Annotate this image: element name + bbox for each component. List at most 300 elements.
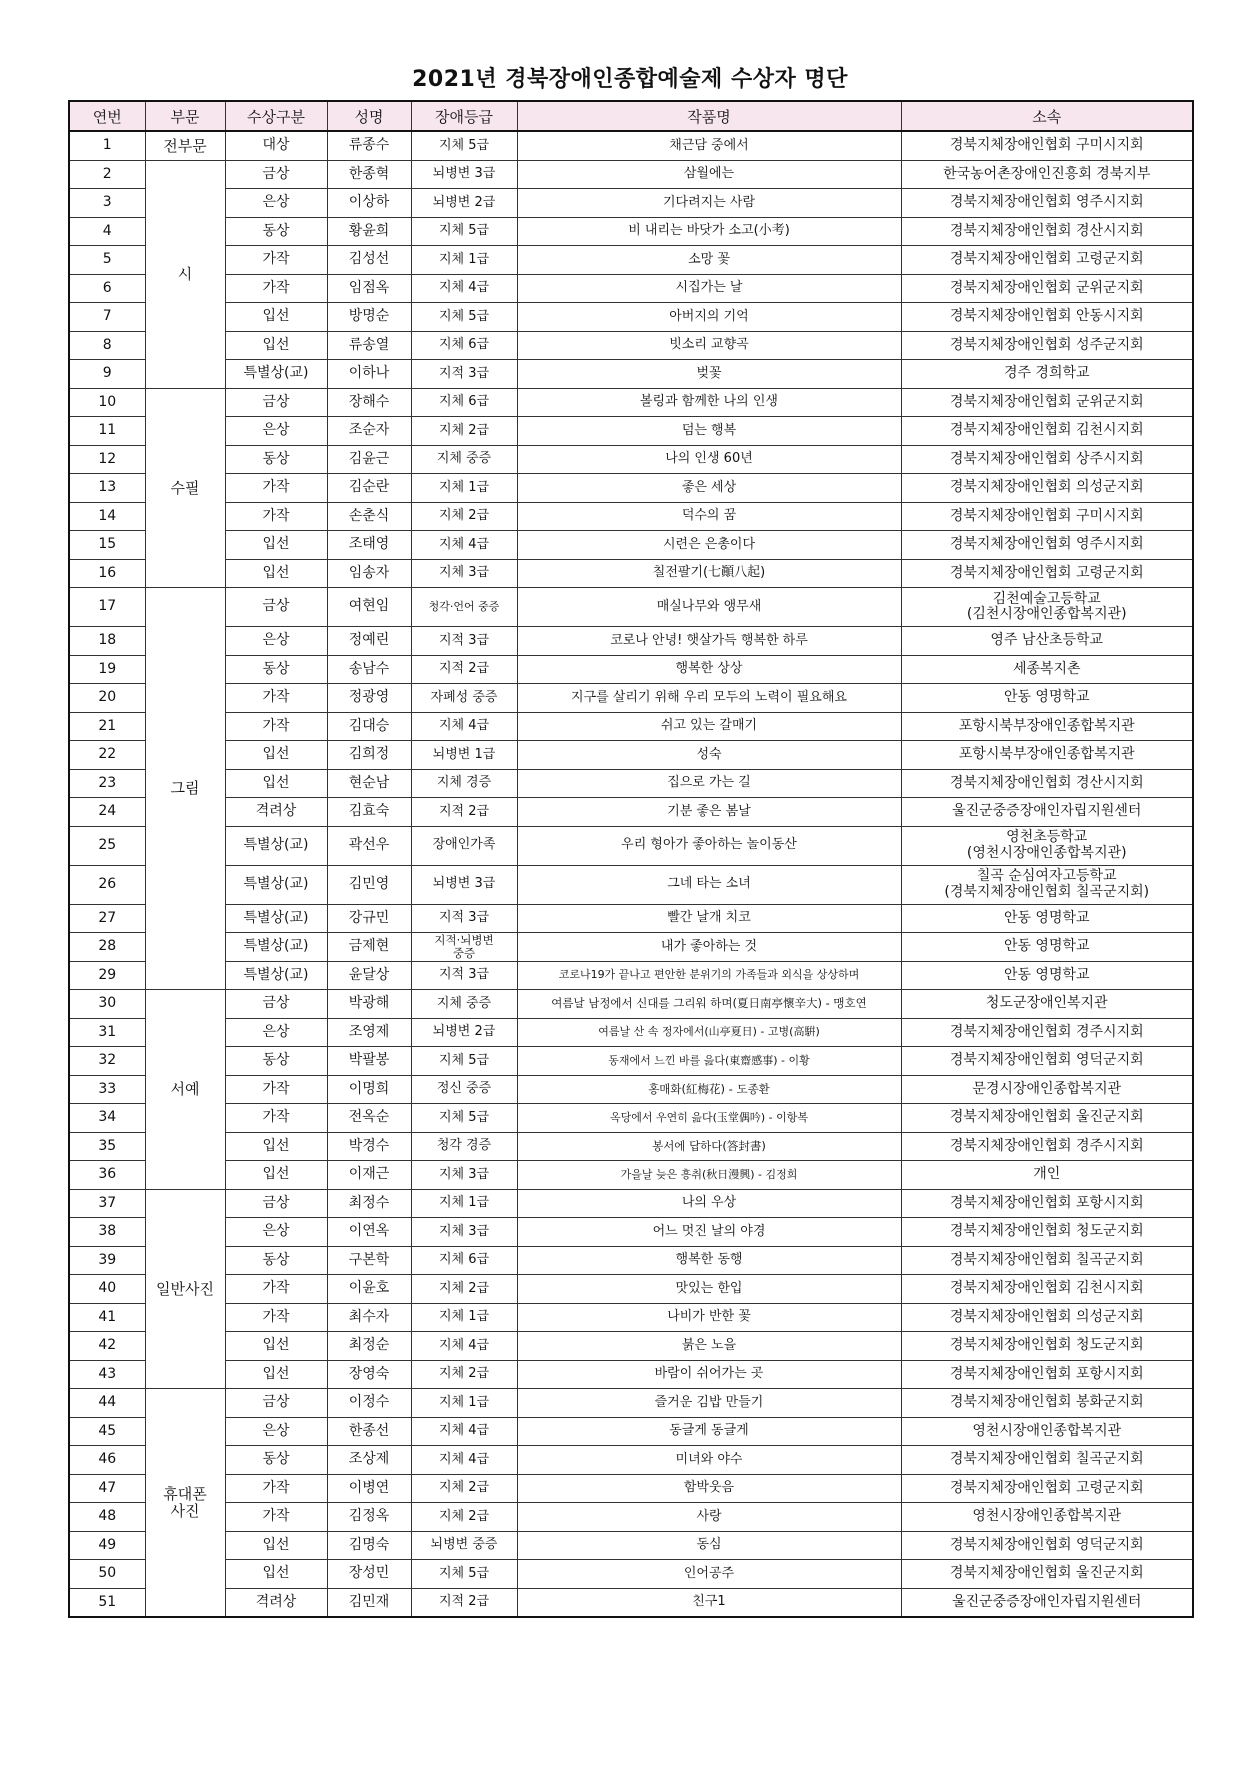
table-row xyxy=(69,131,1193,160)
table-body xyxy=(69,131,1193,1617)
cell-name: 곽선우 xyxy=(327,826,411,865)
cell-award: 가작 xyxy=(225,1474,327,1503)
cell-award: 특별상(교) xyxy=(225,904,327,933)
cell-award: 입선 xyxy=(225,303,327,332)
cell-work-title: 코로나19가 끝나고 편안한 분위기의 가족들과 외식을 상상하며 xyxy=(517,961,901,990)
cell-name: 김정옥 xyxy=(327,1503,411,1532)
cell-name: 송남수 xyxy=(327,655,411,684)
cell-affiliation: 개인 xyxy=(901,1161,1193,1190)
cell-work-title: 동재에서 느낀 바를 읊다(東齋感事) - 이황 xyxy=(517,1047,901,1076)
cell-disability-grade: 지체 6급 xyxy=(411,1246,517,1275)
cell-affiliation: 경북지체장애인협회 경산시지회 xyxy=(901,769,1193,798)
table-row xyxy=(69,417,1193,446)
cell-name: 정광영 xyxy=(327,684,411,713)
cell-affiliation: 영천시장애인종합복지관 xyxy=(901,1417,1193,1446)
cell-number: 31 xyxy=(69,1018,145,1047)
cell-disability-grade: 지체 4급 xyxy=(411,1332,517,1361)
cell-work-title: 코로나 안녕! 햇살가득 행복한 하루 xyxy=(517,627,901,656)
cell-affiliation: 경북지체장애인협회 포항시지회 xyxy=(901,1189,1193,1218)
cell-name: 여현임 xyxy=(327,588,411,627)
cell-disability-grade: 지적 3급 xyxy=(411,961,517,990)
cell-name: 황윤희 xyxy=(327,217,411,246)
cell-number: 43 xyxy=(69,1360,145,1389)
cell-award: 특별상(교) xyxy=(225,933,327,962)
table-row xyxy=(69,360,1193,389)
cell-disability-grade: 지체 2급 xyxy=(411,1503,517,1532)
cell-disability-grade: 지적·뇌병변 중증 xyxy=(411,933,517,962)
cell-work-title: 매실나무와 앵무새 xyxy=(517,588,901,627)
header-disability-grade: 장애등급 xyxy=(411,101,517,131)
header-award: 수상구분 xyxy=(225,101,327,131)
cell-award: 은상 xyxy=(225,189,327,218)
cell-award: 특별상(교) xyxy=(225,961,327,990)
cell-number: 15 xyxy=(69,531,145,560)
cell-disability-grade: 뇌병변 3급 xyxy=(411,865,517,904)
cell-work-title: 함박웃음 xyxy=(517,1474,901,1503)
table-row xyxy=(69,627,1193,656)
table-row xyxy=(69,1360,1193,1389)
cell-affiliation: 김천예술고등학교 (김천시장애인종합복지관) xyxy=(901,588,1193,627)
cell-category: 휴대폰 사진 xyxy=(145,1389,225,1618)
cell-award: 입선 xyxy=(225,1332,327,1361)
cell-affiliation: 경북지체장애인협회 김천시지회 xyxy=(901,417,1193,446)
cell-number: 12 xyxy=(69,445,145,474)
cell-award: 가작 xyxy=(225,1075,327,1104)
cell-disability-grade: 지체 2급 xyxy=(411,1360,517,1389)
cell-work-title: 봉서에 답하다(答封書) xyxy=(517,1132,901,1161)
cell-name: 한종혁 xyxy=(327,160,411,189)
table-row xyxy=(69,1503,1193,1532)
cell-disability-grade: 지체 5급 xyxy=(411,303,517,332)
cell-name: 방명순 xyxy=(327,303,411,332)
cell-award: 동상 xyxy=(225,445,327,474)
cell-work-title: 동글게 동글게 xyxy=(517,1417,901,1446)
table-row xyxy=(69,1303,1193,1332)
cell-name: 현순남 xyxy=(327,769,411,798)
cell-disability-grade: 지적 3급 xyxy=(411,360,517,389)
cell-number: 34 xyxy=(69,1104,145,1133)
table-row xyxy=(69,217,1193,246)
table-row xyxy=(69,1161,1193,1190)
cell-name: 박광해 xyxy=(327,990,411,1019)
cell-number: 21 xyxy=(69,712,145,741)
cell-number: 30 xyxy=(69,990,145,1019)
cell-disability-grade: 지적 2급 xyxy=(411,655,517,684)
cell-affiliation: 경북지체장애인협회 구미시지회 xyxy=(901,502,1193,531)
table-row xyxy=(69,1588,1193,1617)
cell-affiliation: 경북지체장애인협회 영덕군지회 xyxy=(901,1047,1193,1076)
cell-number: 33 xyxy=(69,1075,145,1104)
cell-award: 금상 xyxy=(225,1189,327,1218)
cell-award: 입선 xyxy=(225,741,327,770)
cell-number: 10 xyxy=(69,388,145,417)
cell-award: 가작 xyxy=(225,274,327,303)
cell-name: 임송자 xyxy=(327,559,411,588)
table-row xyxy=(69,388,1193,417)
cell-award: 특별상(교) xyxy=(225,360,327,389)
cell-number: 28 xyxy=(69,933,145,962)
table-row xyxy=(69,904,1193,933)
cell-work-title: 행복한 동행 xyxy=(517,1246,901,1275)
cell-work-title: 기다려지는 사람 xyxy=(517,189,901,218)
cell-number: 16 xyxy=(69,559,145,588)
cell-category: 수필 xyxy=(145,388,225,588)
table-row xyxy=(69,588,1193,627)
cell-work-title: 빨간 날개 치코 xyxy=(517,904,901,933)
cell-number: 45 xyxy=(69,1417,145,1446)
cell-number: 26 xyxy=(69,865,145,904)
cell-name: 구본학 xyxy=(327,1246,411,1275)
cell-name: 전옥순 xyxy=(327,1104,411,1133)
cell-number: 25 xyxy=(69,826,145,865)
cell-award: 금상 xyxy=(225,588,327,627)
cell-number: 20 xyxy=(69,684,145,713)
cell-number: 23 xyxy=(69,769,145,798)
cell-affiliation: 경북지체장애인협회 경주시지회 xyxy=(901,1018,1193,1047)
cell-disability-grade: 지체 2급 xyxy=(411,417,517,446)
cell-disability-grade: 지체 중증 xyxy=(411,445,517,474)
cell-disability-grade: 지체 1급 xyxy=(411,246,517,275)
cell-name: 김효숙 xyxy=(327,798,411,827)
cell-work-title: 나의 우상 xyxy=(517,1189,901,1218)
cell-affiliation: 경북지체장애인협회 영주시지회 xyxy=(901,189,1193,218)
cell-affiliation: 경북지체장애인협회 울진군지회 xyxy=(901,1560,1193,1589)
table-row xyxy=(69,1075,1193,1104)
cell-work-title: 붉은 노을 xyxy=(517,1332,901,1361)
cell-work-title: 좋은 세상 xyxy=(517,474,901,503)
cell-number: 4 xyxy=(69,217,145,246)
table-row xyxy=(69,1560,1193,1589)
cell-award: 가작 xyxy=(225,1275,327,1304)
cell-work-title: 아버지의 기억 xyxy=(517,303,901,332)
cell-affiliation: 문경시장애인종합복지관 xyxy=(901,1075,1193,1104)
cell-number: 37 xyxy=(69,1189,145,1218)
cell-award: 특별상(교) xyxy=(225,865,327,904)
cell-affiliation: 경북지체장애인협회 영주시지회 xyxy=(901,531,1193,560)
cell-affiliation: 경북지체장애인협회 상주시지회 xyxy=(901,445,1193,474)
cell-number: 14 xyxy=(69,502,145,531)
cell-name: 이연옥 xyxy=(327,1218,411,1247)
table-row xyxy=(69,1275,1193,1304)
cell-number: 11 xyxy=(69,417,145,446)
cell-number: 36 xyxy=(69,1161,145,1190)
cell-award: 격려상 xyxy=(225,798,327,827)
cell-disability-grade: 청각 경증 xyxy=(411,1132,517,1161)
cell-number: 17 xyxy=(69,588,145,627)
cell-number: 44 xyxy=(69,1389,145,1418)
cell-disability-grade: 지체 4급 xyxy=(411,1417,517,1446)
cell-affiliation: 경북지체장애인협회 칠곡군지회 xyxy=(901,1246,1193,1275)
table-row xyxy=(69,1047,1193,1076)
table-row xyxy=(69,1018,1193,1047)
cell-number: 46 xyxy=(69,1446,145,1475)
cell-disability-grade: 지체 4급 xyxy=(411,712,517,741)
cell-disability-grade: 지체 3급 xyxy=(411,1218,517,1247)
cell-work-title: 즐거운 김밥 만들기 xyxy=(517,1389,901,1418)
cell-name: 금제현 xyxy=(327,933,411,962)
cell-affiliation: 안동 영명학교 xyxy=(901,961,1193,990)
cell-work-title: 나의 인생 60년 xyxy=(517,445,901,474)
cell-award: 가작 xyxy=(225,1503,327,1532)
table-row xyxy=(69,769,1193,798)
cell-affiliation: 영천초등학교 (영천시장애인종합복지관) xyxy=(901,826,1193,865)
cell-number: 19 xyxy=(69,655,145,684)
cell-number: 18 xyxy=(69,627,145,656)
table-row xyxy=(69,246,1193,275)
cell-affiliation: 경북지체장애인협회 청도군지회 xyxy=(901,1332,1193,1361)
cell-disability-grade: 지체 3급 xyxy=(411,1161,517,1190)
cell-disability-grade: 지체 6급 xyxy=(411,388,517,417)
header-affiliation: 소속 xyxy=(901,101,1193,131)
cell-affiliation: 경북지체장애인협회 군위군지회 xyxy=(901,274,1193,303)
cell-award: 가작 xyxy=(225,502,327,531)
cell-name: 김명숙 xyxy=(327,1531,411,1560)
cell-name: 김희정 xyxy=(327,741,411,770)
cell-disability-grade: 뇌병변 1급 xyxy=(411,741,517,770)
table-row xyxy=(69,1189,1193,1218)
cell-affiliation: 안동 영명학교 xyxy=(901,933,1193,962)
table-row xyxy=(69,274,1193,303)
cell-disability-grade: 지체 2급 xyxy=(411,502,517,531)
cell-work-title: 사랑 xyxy=(517,1503,901,1532)
cell-work-title: 쉬고 있는 갈매기 xyxy=(517,712,901,741)
cell-work-title: 덕수의 꿈 xyxy=(517,502,901,531)
cell-name: 최수자 xyxy=(327,1303,411,1332)
cell-name: 김성선 xyxy=(327,246,411,275)
cell-award: 가작 xyxy=(225,246,327,275)
cell-disability-grade: 지체 1급 xyxy=(411,1389,517,1418)
cell-affiliation: 경북지체장애인협회 고령군지회 xyxy=(901,1474,1193,1503)
cell-number: 41 xyxy=(69,1303,145,1332)
cell-work-title: 나비가 반한 꽃 xyxy=(517,1303,901,1332)
cell-affiliation: 경북지체장애인협회 봉화군지회 xyxy=(901,1389,1193,1418)
cell-disability-grade: 지체 3급 xyxy=(411,559,517,588)
cell-affiliation: 경북지체장애인협회 경산시지회 xyxy=(901,217,1193,246)
cell-name: 조영제 xyxy=(327,1018,411,1047)
cell-award: 동상 xyxy=(225,217,327,246)
cell-name: 이윤호 xyxy=(327,1275,411,1304)
cell-disability-grade: 지체 4급 xyxy=(411,274,517,303)
cell-disability-grade: 정신 중증 xyxy=(411,1075,517,1104)
cell-affiliation: 안동 영명학교 xyxy=(901,904,1193,933)
cell-award: 가작 xyxy=(225,712,327,741)
cell-award: 대상 xyxy=(225,131,327,160)
cell-work-title: 기분 좋은 봄날 xyxy=(517,798,901,827)
cell-affiliation: 경북지체장애인협회 울진군지회 xyxy=(901,1104,1193,1133)
cell-award: 은상 xyxy=(225,417,327,446)
table-row xyxy=(69,1132,1193,1161)
table-row xyxy=(69,1104,1193,1133)
cell-award: 은상 xyxy=(225,627,327,656)
cell-number: 13 xyxy=(69,474,145,503)
cell-work-title: 삼월에는 xyxy=(517,160,901,189)
cell-name: 이정수 xyxy=(327,1389,411,1418)
cell-award: 가작 xyxy=(225,684,327,713)
cell-category: 서예 xyxy=(145,990,225,1190)
table-row xyxy=(69,826,1193,865)
cell-work-title: 집으로 가는 길 xyxy=(517,769,901,798)
cell-number: 6 xyxy=(69,274,145,303)
header-name: 성명 xyxy=(327,101,411,131)
cell-work-title: 덤는 행복 xyxy=(517,417,901,446)
cell-affiliation: 경북지체장애인협회 영덕군지회 xyxy=(901,1531,1193,1560)
cell-work-title: 벚꽃 xyxy=(517,360,901,389)
cell-name: 이명희 xyxy=(327,1075,411,1104)
table-row xyxy=(69,961,1193,990)
cell-number: 3 xyxy=(69,189,145,218)
cell-award: 금상 xyxy=(225,388,327,417)
cell-work-title: 소망 꽃 xyxy=(517,246,901,275)
cell-work-title: 내가 좋아하는 것 xyxy=(517,933,901,962)
cell-work-title: 여름날 산 속 정자에서(山亭夏日) - 고병(高騈) xyxy=(517,1018,901,1047)
cell-affiliation: 경북지체장애인협회 군위군지회 xyxy=(901,388,1193,417)
cell-disability-grade: 지체 1급 xyxy=(411,1189,517,1218)
header-work-title: 작품명 xyxy=(517,101,901,131)
cell-name: 임점옥 xyxy=(327,274,411,303)
cell-number: 24 xyxy=(69,798,145,827)
cell-award: 가작 xyxy=(225,1104,327,1133)
cell-disability-grade: 지체 1급 xyxy=(411,1303,517,1332)
table-row xyxy=(69,160,1193,189)
cell-number: 49 xyxy=(69,1531,145,1560)
cell-name: 김민영 xyxy=(327,865,411,904)
cell-affiliation: 경북지체장애인협회 안동시지회 xyxy=(901,303,1193,332)
document-title: 2021년 경북장애인종합예술제 수상자 명단 xyxy=(412,67,848,92)
cell-category: 일반사진 xyxy=(145,1189,225,1389)
cell-affiliation: 경북지체장애인협회 고령군지회 xyxy=(901,559,1193,588)
cell-number: 5 xyxy=(69,246,145,275)
table-row xyxy=(69,1218,1193,1247)
cell-disability-grade: 지적 2급 xyxy=(411,1588,517,1617)
cell-affiliation: 세종복지촌 xyxy=(901,655,1193,684)
cell-name: 김대승 xyxy=(327,712,411,741)
cell-name: 조순자 xyxy=(327,417,411,446)
cell-name: 장성민 xyxy=(327,1560,411,1589)
cell-number: 22 xyxy=(69,741,145,770)
cell-affiliation: 영주 남산초등학교 xyxy=(901,627,1193,656)
cell-award: 금상 xyxy=(225,1389,327,1418)
cell-number: 2 xyxy=(69,160,145,189)
cell-disability-grade: 지체 5급 xyxy=(411,1560,517,1589)
cell-disability-grade: 지적 2급 xyxy=(411,798,517,827)
cell-affiliation: 경북지체장애인협회 포항시지회 xyxy=(901,1360,1193,1389)
cell-affiliation: 한국농어촌장애인진흥회 경북지부 xyxy=(901,160,1193,189)
cell-number: 29 xyxy=(69,961,145,990)
table-row xyxy=(69,655,1193,684)
cell-affiliation: 영천시장애인종합복지관 xyxy=(901,1503,1193,1532)
cell-number: 42 xyxy=(69,1332,145,1361)
cell-number: 38 xyxy=(69,1218,145,1247)
table-row xyxy=(69,303,1193,332)
table-row xyxy=(69,1389,1193,1418)
table-row xyxy=(69,445,1193,474)
cell-affiliation: 청도군장애인복지관 xyxy=(901,990,1193,1019)
cell-category: 시 xyxy=(145,160,225,388)
cell-disability-grade: 뇌병변 3급 xyxy=(411,160,517,189)
cell-name: 장영숙 xyxy=(327,1360,411,1389)
cell-name: 손춘식 xyxy=(327,502,411,531)
cell-disability-grade: 지체 2급 xyxy=(411,1474,517,1503)
cell-award: 입선 xyxy=(225,1161,327,1190)
cell-category: 그림 xyxy=(145,588,225,990)
table-row xyxy=(69,798,1193,827)
cell-name: 강규민 xyxy=(327,904,411,933)
cell-name: 정예린 xyxy=(327,627,411,656)
table-row xyxy=(69,531,1193,560)
cell-award: 입선 xyxy=(225,531,327,560)
cell-number: 47 xyxy=(69,1474,145,1503)
cell-number: 50 xyxy=(69,1560,145,1589)
table-row xyxy=(69,559,1193,588)
cell-work-title: 성숙 xyxy=(517,741,901,770)
cell-affiliation: 경북지체장애인협회 고령군지회 xyxy=(901,246,1193,275)
table-row xyxy=(69,990,1193,1019)
cell-award: 입선 xyxy=(225,1560,327,1589)
cell-work-title: 친구1 xyxy=(517,1588,901,1617)
cell-award: 금상 xyxy=(225,160,327,189)
cell-disability-grade: 뇌병변 2급 xyxy=(411,1018,517,1047)
cell-affiliation: 경북지체장애인협회 칠곡군지회 xyxy=(901,1446,1193,1475)
cell-work-title: 홍매화(紅梅花) - 도종환 xyxy=(517,1075,901,1104)
cell-number: 51 xyxy=(69,1588,145,1617)
cell-work-title: 인어공주 xyxy=(517,1560,901,1589)
cell-work-title: 옥당에서 우연히 읊다(玉堂偶吟) - 이항복 xyxy=(517,1104,901,1133)
cell-award: 특별상(교) xyxy=(225,826,327,865)
cell-name: 최정순 xyxy=(327,1332,411,1361)
cell-award: 은상 xyxy=(225,1018,327,1047)
cell-name: 김윤근 xyxy=(327,445,411,474)
cell-affiliation: 울진군중증장애인자립지원센터 xyxy=(901,798,1193,827)
cell-award: 동상 xyxy=(225,1246,327,1275)
cell-award: 금상 xyxy=(225,990,327,1019)
cell-work-title: 채근담 중에서 xyxy=(517,131,901,160)
table-row xyxy=(69,502,1193,531)
cell-award: 격려상 xyxy=(225,1588,327,1617)
cell-work-title: 볼링과 함께한 나의 인생 xyxy=(517,388,901,417)
cell-disability-grade: 지체 5급 xyxy=(411,131,517,160)
cell-name: 조태영 xyxy=(327,531,411,560)
cell-work-title: 시집가는 날 xyxy=(517,274,901,303)
cell-work-title: 맛있는 한입 xyxy=(517,1275,901,1304)
header-category: 부문 xyxy=(145,101,225,131)
cell-work-title: 바람이 쉬어가는 곳 xyxy=(517,1360,901,1389)
cell-disability-grade: 지체 1급 xyxy=(411,474,517,503)
table-row xyxy=(69,331,1193,360)
cell-work-title: 비 내리는 바닷가 소고(小考) xyxy=(517,217,901,246)
cell-award: 동상 xyxy=(225,1446,327,1475)
cell-work-title: 여름날 남정에서 신대를 그리워 하며(夏日南亭懷辛大) - 맹호연 xyxy=(517,990,901,1019)
cell-disability-grade: 청각·언어 중증 xyxy=(411,588,517,627)
header-row xyxy=(69,101,1193,131)
cell-disability-grade: 장애인가족 xyxy=(411,826,517,865)
cell-name: 이하나 xyxy=(327,360,411,389)
cell-affiliation: 경북지체장애인협회 김천시지회 xyxy=(901,1275,1193,1304)
table-row xyxy=(69,1531,1193,1560)
cell-work-title: 어느 멋진 날의 야경 xyxy=(517,1218,901,1247)
cell-work-title: 행복한 상상 xyxy=(517,655,901,684)
cell-name: 이병연 xyxy=(327,1474,411,1503)
cell-disability-grade: 지적 3급 xyxy=(411,904,517,933)
cell-work-title: 그네 타는 소녀 xyxy=(517,865,901,904)
cell-affiliation: 경북지체장애인협회 성주군지회 xyxy=(901,331,1193,360)
cell-award: 입선 xyxy=(225,559,327,588)
cell-affiliation: 경주 경희학교 xyxy=(901,360,1193,389)
cell-affiliation: 포항시북부장애인종합복지관 xyxy=(901,712,1193,741)
table-row xyxy=(69,712,1193,741)
cell-affiliation: 포항시북부장애인종합복지관 xyxy=(901,741,1193,770)
cell-name: 박경수 xyxy=(327,1132,411,1161)
cell-disability-grade: 지체 중증 xyxy=(411,990,517,1019)
